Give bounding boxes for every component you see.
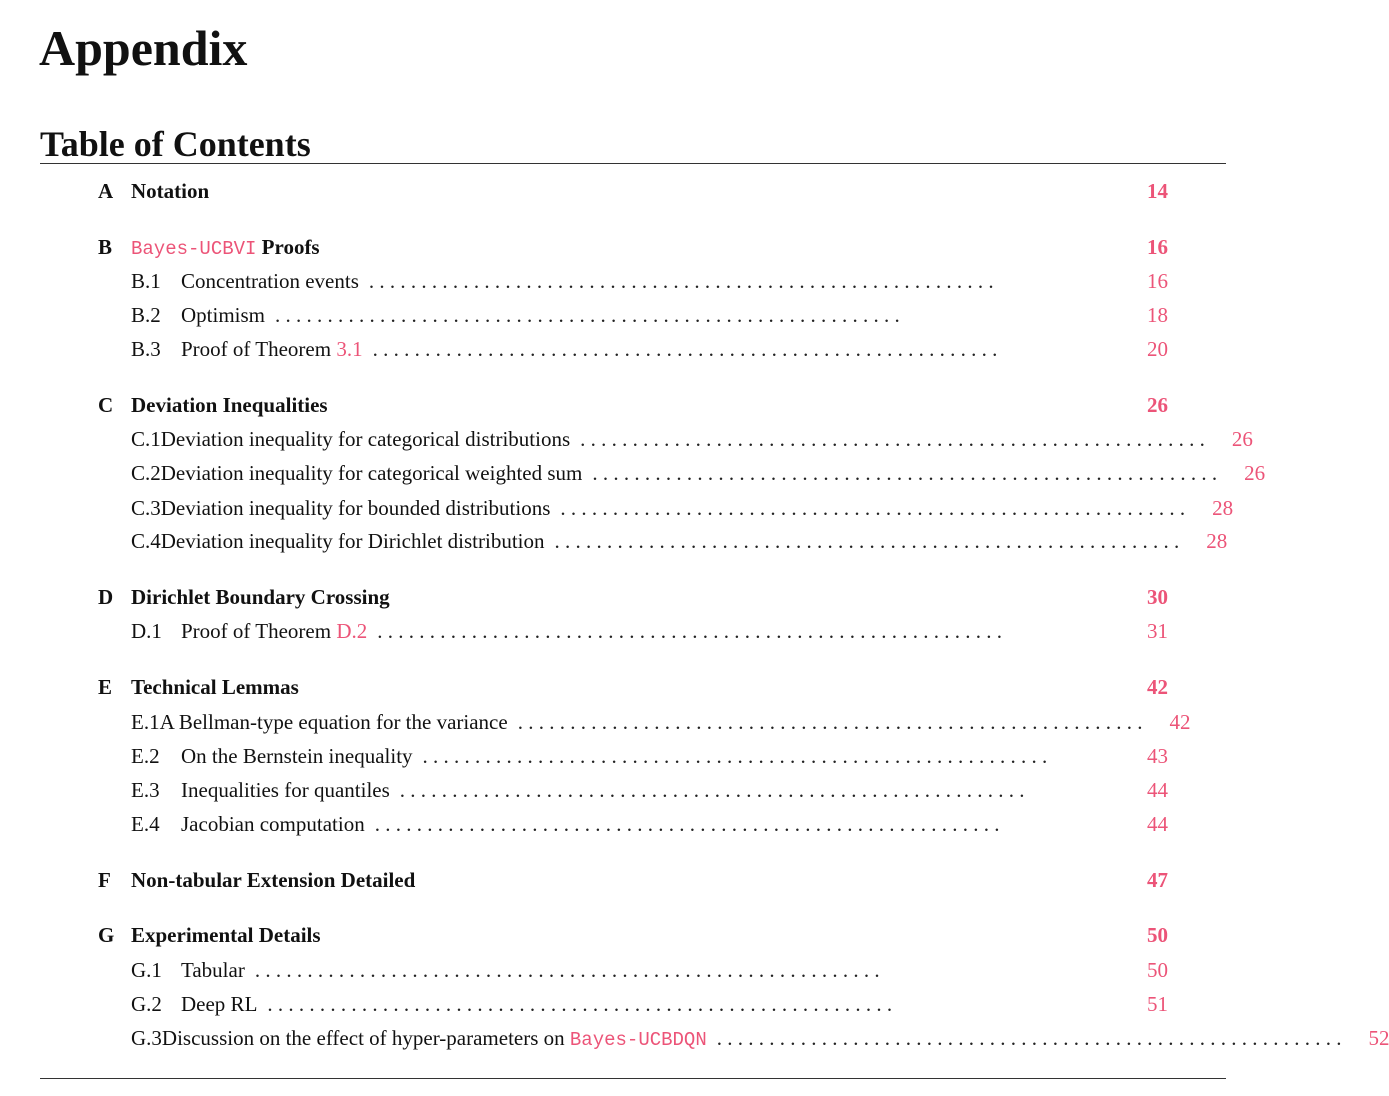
subsection-number: B.2 xyxy=(131,303,161,327)
section-title: Experimental Details xyxy=(131,923,321,947)
toc-subsection-e2[interactable] xyxy=(131,741,1168,771)
page-link[interactable]: 43 xyxy=(1147,744,1168,768)
toc-subsection-b3[interactable] xyxy=(131,334,1168,364)
toc-bottom-rule xyxy=(40,1078,1226,1079)
subsection-number: E.2 xyxy=(131,744,160,768)
subsection-title: Inequalities for quantiles xyxy=(181,778,390,802)
section-title: Bayes-UCBVI Proofs xyxy=(131,235,320,260)
page-link[interactable]: 16 xyxy=(1147,235,1168,259)
page-link[interactable]: 50 xyxy=(1147,958,1168,982)
subsection-title: On the Bernstein inequality xyxy=(181,744,413,768)
subsection-number: C.2 xyxy=(131,461,161,485)
toc-subsection-g2[interactable] xyxy=(131,989,1168,1019)
toc-subsection-c3[interactable] xyxy=(131,493,1234,523)
leader-dots: . . . . . . . . . . . . . . . . . . . . . . . . . . . . . . . . . . . . . . . . . . . . . . . . . . . . . . . . . . . . xyxy=(372,337,998,361)
leader-dots: . . . . . . . . . . . . . . . . . . . . . . . . . . . . . . . . . . . . . . . . . . . . . . . . . . . . . . . . . . . . xyxy=(517,710,1143,734)
subsection-title: Proof of Theorem D.2 xyxy=(181,619,368,643)
section-title: Non-tabular Extension Detailed xyxy=(131,868,416,892)
page-link[interactable]: 28 xyxy=(1212,496,1234,520)
page-link[interactable]: 16 xyxy=(1147,269,1168,293)
toc-subsection-c4[interactable] xyxy=(131,526,1228,556)
toc-top-rule xyxy=(40,163,1226,164)
subsection-number: E.3 xyxy=(131,778,160,802)
subsection-number: B.3 xyxy=(131,337,161,361)
toc-section-a[interactable] xyxy=(98,176,1168,206)
subsection-title: A Bellman-type equation for the variance xyxy=(159,710,508,734)
leader-dots: . . . . . . . . . . . . . . . . . . . . . . . . . . . . . . . . . . . . . . . . . . . . . . . . . . . . . . . . . . . . xyxy=(374,812,1000,836)
subsection-title: Deviation inequality for bounded distributions xyxy=(160,496,551,520)
page-link[interactable]: 26 xyxy=(1147,393,1168,417)
page-link[interactable]: 44 xyxy=(1147,778,1168,802)
subsection-title: Optimism xyxy=(181,303,266,327)
toc-section-c[interactable] xyxy=(98,390,1168,420)
page-link[interactable]: 51 xyxy=(1147,992,1168,1016)
leader-dots: . . . . . . . . . . . . . . . . . . . . . . . . . . . . . . . . . . . . . . . . . . . . . . . . . . . . . . . . . . . . xyxy=(368,269,994,293)
page-link[interactable]: 18 xyxy=(1147,303,1168,327)
page-link[interactable]: 20 xyxy=(1147,337,1168,361)
section-number: C xyxy=(98,393,114,417)
page-link[interactable]: 30 xyxy=(1147,585,1168,609)
subsection-number: C.1 xyxy=(131,427,161,451)
section-title: Notation xyxy=(131,179,210,203)
toc-heading: Table of Contents xyxy=(40,124,311,164)
subsection-title: Deviation inequality for categorical weighted sum xyxy=(160,461,583,485)
subsection-title: Discussion on the effect of hyper-parameters on Bayes-UCBDQN xyxy=(161,1026,707,1051)
page-link[interactable]: 42 xyxy=(1169,710,1191,734)
toc-section-b[interactable] xyxy=(98,232,1168,262)
section-number: G xyxy=(98,923,115,947)
subsection-number: E.1 xyxy=(131,710,160,734)
toc-subsection-c1[interactable] xyxy=(131,424,1253,454)
toc-section-g[interactable] xyxy=(98,920,1168,950)
section-number: E xyxy=(98,675,113,699)
leader-dots: . . . . . . . . . . . . . . . . . . . . . . . . . . . . . . . . . . . . . . . . . . . . . . . . . . . . . . . . . . . . xyxy=(267,992,893,1016)
toc-subsection-b2[interactable] xyxy=(131,300,1168,330)
page-link[interactable]: 42 xyxy=(1147,675,1168,699)
subsection-title: Deviation inequality for Dirichlet distribution xyxy=(160,529,545,553)
toc-subsection-d1[interactable] xyxy=(131,616,1168,646)
subsection-number: C.3 xyxy=(131,496,161,520)
toc-subsection-c2[interactable] xyxy=(131,458,1266,488)
toc-subsection-e3[interactable] xyxy=(131,775,1168,805)
subsection-number: B.1 xyxy=(131,269,161,293)
leader-dots: . . . . . . . . . . . . . . . . . . . . . . . . . . . . . . . . . . . . . . . . . . . . . . . . . . . . . . . . . . . . xyxy=(377,619,1002,643)
method-name-link[interactable]: Bayes-UCBDQN xyxy=(569,1029,707,1051)
section-number: F xyxy=(98,868,111,892)
appendix-title: Appendix xyxy=(39,20,248,76)
page-link[interactable]: 28 xyxy=(1206,529,1228,553)
page-link[interactable]: 47 xyxy=(1147,868,1168,892)
theorem-ref-link[interactable]: 3.1 xyxy=(336,337,363,361)
section-number: A xyxy=(98,179,114,203)
page-link[interactable]: 44 xyxy=(1147,812,1168,836)
subsection-title: Jacobian computation xyxy=(181,812,365,836)
section-number: B xyxy=(98,235,113,259)
leader-dots: . . . . . . . . . . . . . . . . . . . . . . . . . . . . . . . . . . . . . . . . . . . . . . . . . . . . . . . . . . . . xyxy=(560,496,1186,520)
toc-section-f[interactable] xyxy=(98,865,1168,895)
page-link[interactable]: 14 xyxy=(1147,179,1168,203)
toc-subsection-g3[interactable] xyxy=(131,1023,1389,1053)
subsection-number: G.2 xyxy=(131,992,162,1016)
toc-section-e[interactable] xyxy=(98,672,1168,702)
subsection-title: Concentration events xyxy=(181,269,359,293)
leader-dots: . . . . . . . . . . . . . . . . . . . . . . . . . . . . . . . . . . . . . . . . . . . . . . . . . . . . . . . . . . . . xyxy=(422,744,1048,768)
section-title: Dirichlet Boundary Crossing xyxy=(131,585,390,609)
page-link[interactable]: 50 xyxy=(1147,923,1168,947)
subsection-title: Tabular xyxy=(181,958,245,982)
section-title: Technical Lemmas xyxy=(131,675,299,699)
leader-dots: . . . . . . . . . . . . . . . . . . . . . . . . . . . . . . . . . . . . . . . . . . . . . . . . . . . . . . . . . . . . xyxy=(254,958,880,982)
page-link[interactable]: 31 xyxy=(1147,619,1168,643)
subsection-title: Proof of Theorem 3.1 xyxy=(181,337,363,361)
subsection-number: D.1 xyxy=(131,619,162,643)
page-link[interactable]: 26 xyxy=(1231,427,1253,451)
page-link[interactable]: 26 xyxy=(1244,461,1266,485)
leader-dots: . . . . . . . . . . . . . . . . . . . . . . . . . . . . . . . . . . . . . . . . . . . . . . . . . . . . . . . . . . . . xyxy=(580,427,1205,451)
section-number: D xyxy=(98,585,114,609)
subsection-title: Deviation inequality for categorical distributions xyxy=(160,427,571,451)
page-link[interactable]: 52 xyxy=(1368,1026,1389,1050)
subsection-number: C.4 xyxy=(131,529,161,553)
toc-subsection-e1[interactable] xyxy=(131,707,1191,737)
leader-dots: . . . . . . . . . . . . . . . . . . . . . . . . . . . . . . . . . . . . . . . . . . . . . . . . . . . . . . . . . . . . xyxy=(554,529,1180,553)
toc-subsection-g1[interactable] xyxy=(131,955,1168,985)
subsection-number: E.4 xyxy=(131,812,160,836)
theorem-ref-link[interactable]: D.2 xyxy=(336,619,368,643)
section-title: Deviation Inequalities xyxy=(131,393,328,417)
toc-subsection-e4[interactable] xyxy=(131,809,1168,839)
leader-dots: . . . . . . . . . . . . . . . . . . . . . . . . . . . . . . . . . . . . . . . . . . . . . . . . . . . . . . . . . . . . xyxy=(275,303,900,327)
subsection-number: G.1 xyxy=(131,958,162,982)
leader-dots: . . . . . . . . . . . . . . . . . . . . . . . . . . . . . . . . . . . . . . . . . . . . . . . . . . . . . . . . . . . . xyxy=(399,778,1025,802)
toc-subsection-b1[interactable] xyxy=(131,266,1168,296)
toc-section-d[interactable] xyxy=(98,582,1168,612)
method-name-link[interactable]: Bayes-UCBVI xyxy=(131,238,257,260)
leader-dots: . . . . . . . . . . . . . . . . . . . . . . . . . . . . . . . . . . . . . . . . . . . . . . . . . . . . . . . . . . . . xyxy=(592,461,1218,485)
leader-dots: . . . . . . . . . . . . . . . . . . . . . . . . . . . . . . . . . . . . . . . . . . . . . . . . . . . . . . . . . . . . xyxy=(716,1026,1342,1050)
subsection-title: Deep RL xyxy=(181,992,258,1016)
subsection-number: G.3 xyxy=(131,1026,162,1050)
